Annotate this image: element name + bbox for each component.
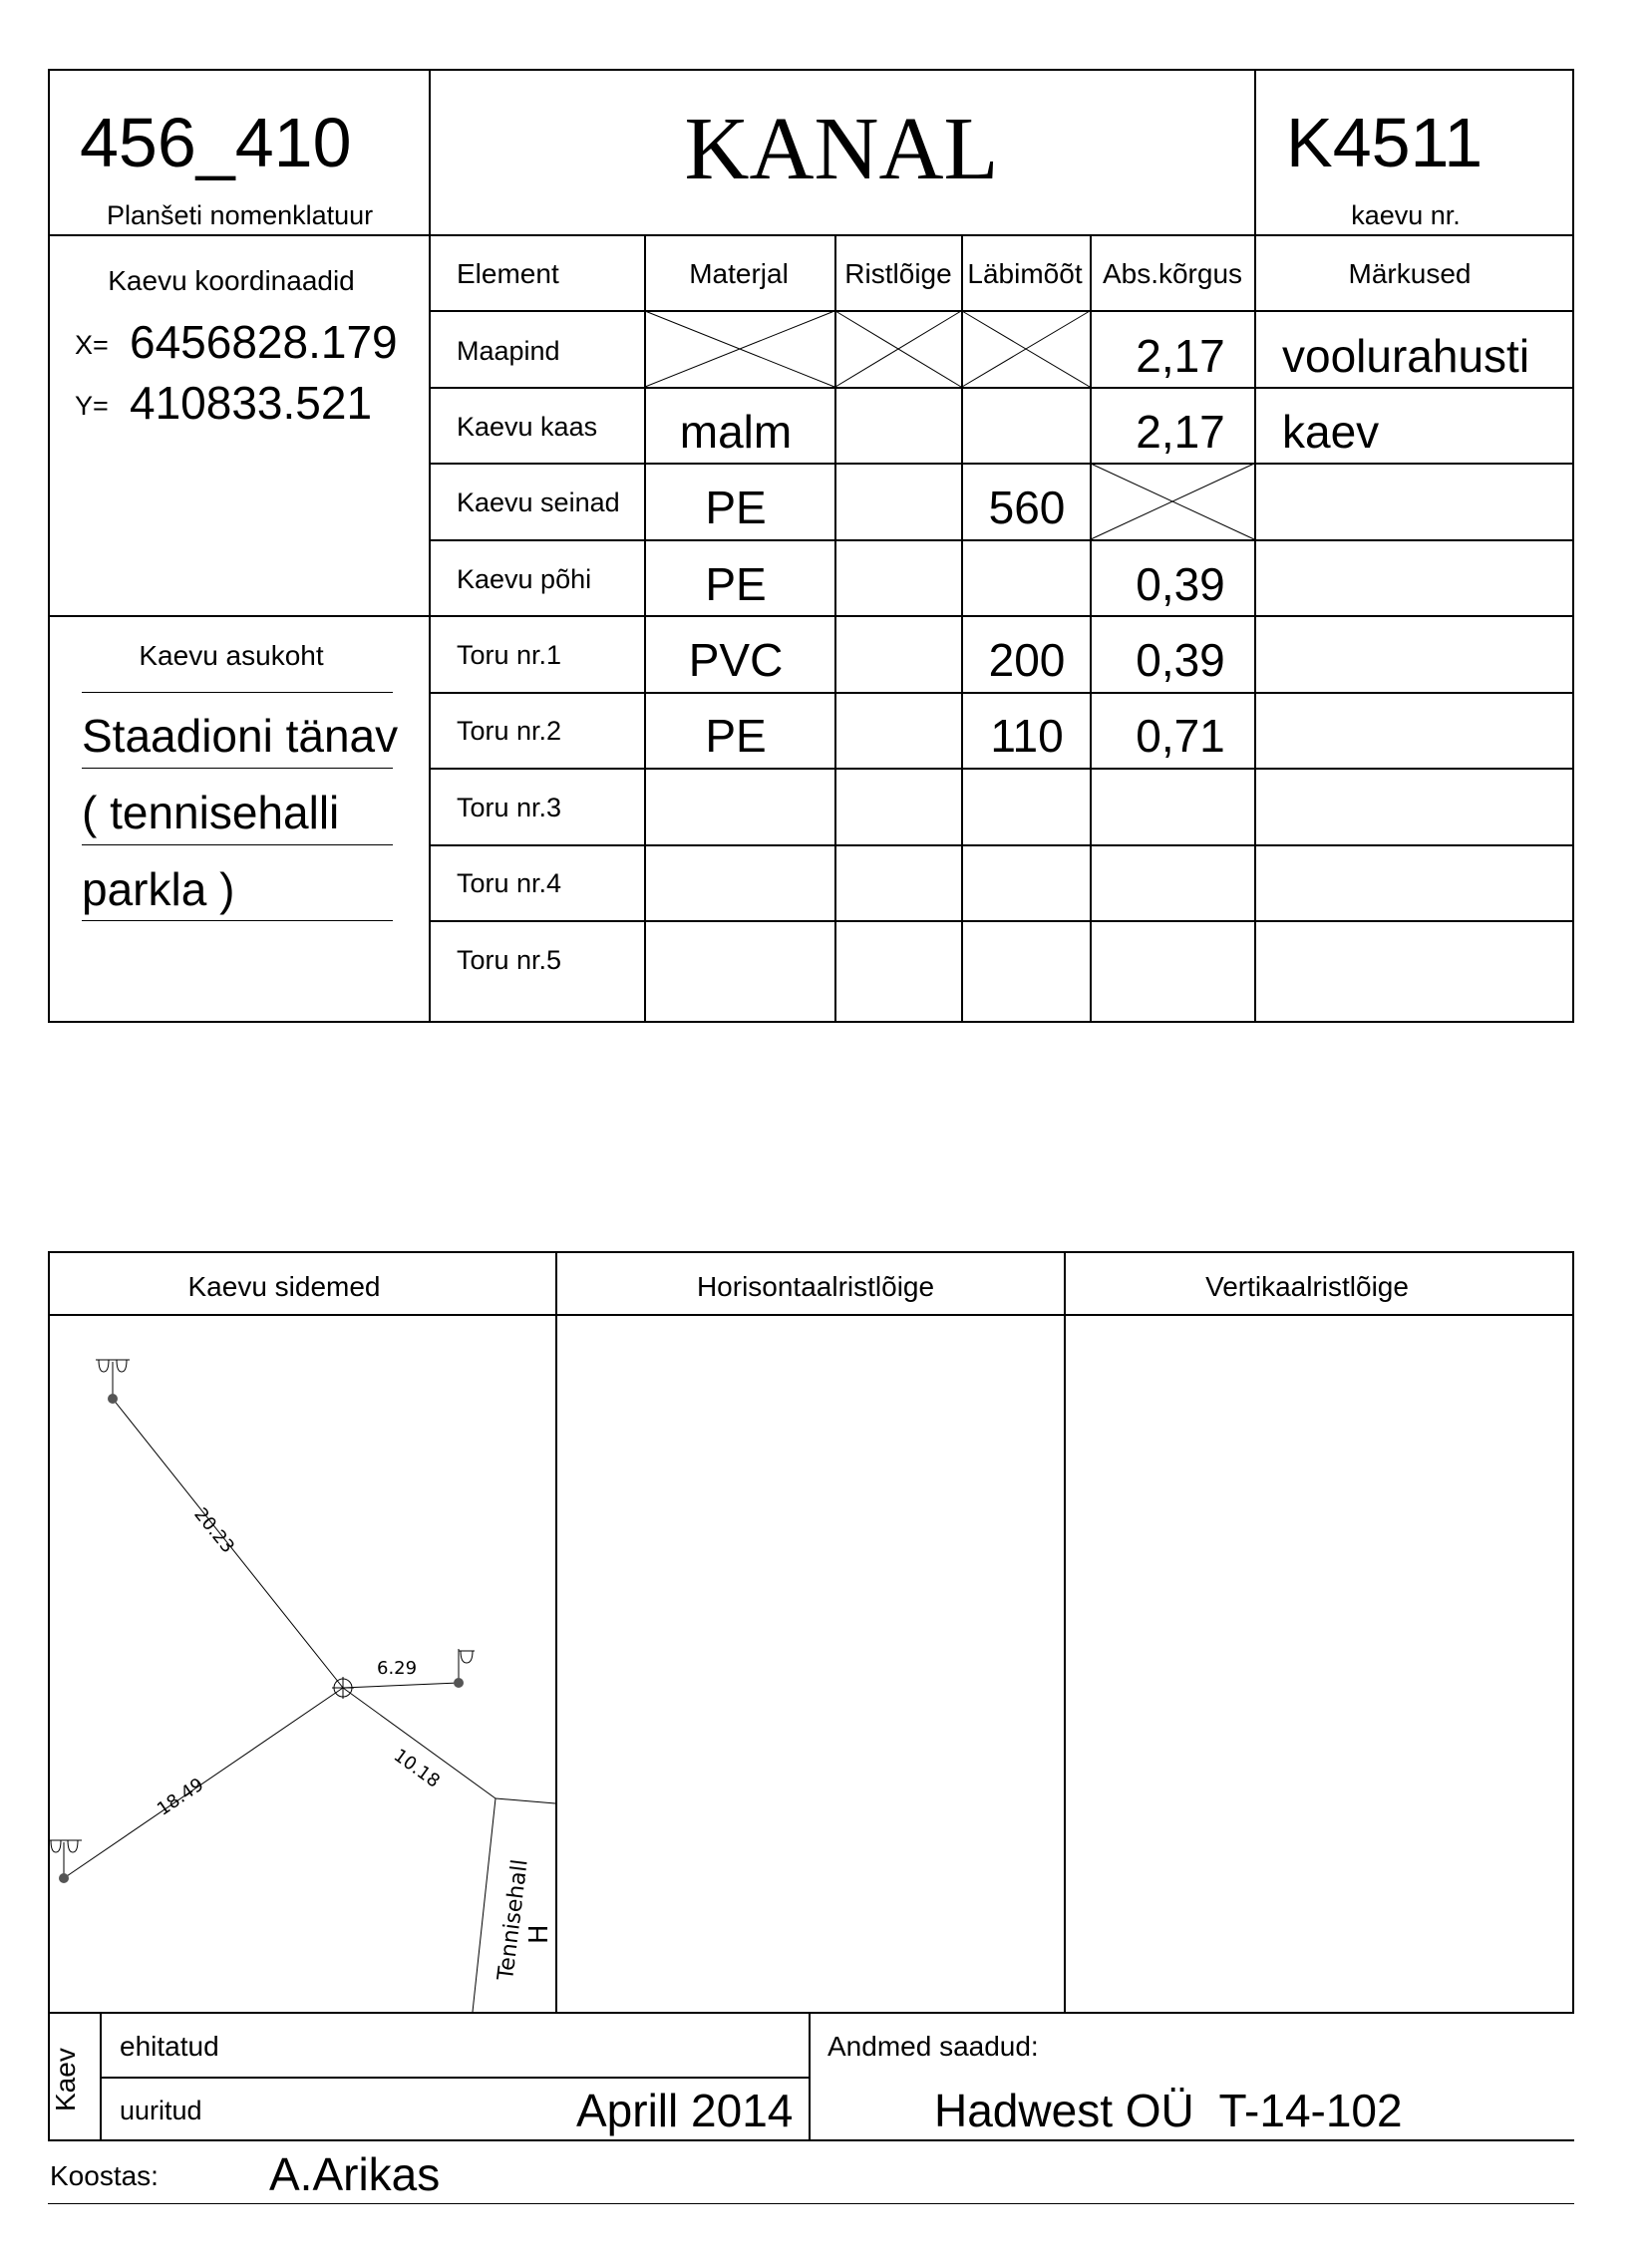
row-notes: kaev	[1282, 406, 1380, 458]
row-elevation: 0,39	[1136, 634, 1225, 686]
row-elevation: 2,17	[1136, 330, 1225, 382]
row-element: Kaevu põhi	[457, 564, 592, 594]
source-value: Hadwest OÜ T-14-102	[934, 2085, 1403, 2136]
sheet-number: 456_410	[80, 104, 352, 181]
header-notes: Märkused	[1348, 258, 1472, 289]
frame-line	[48, 1314, 1574, 1316]
dimension-label-10-18: 10.18	[389, 1745, 444, 1792]
frame-line	[555, 1251, 557, 2014]
frame-line	[429, 539, 1574, 541]
building-name: Tennisehall	[494, 1857, 533, 1982]
frame-line	[644, 234, 646, 1023]
frame-line	[429, 387, 1574, 389]
frame-line	[48, 234, 1574, 236]
frame-line	[1254, 69, 1256, 1023]
row-element: Toru nr.3	[457, 793, 562, 822]
frame-line	[100, 2077, 810, 2079]
frame-line	[429, 463, 1574, 465]
frame-line	[429, 768, 1574, 770]
vertical-section-heading: Vertikaalristlõige	[1205, 1271, 1409, 1302]
location-underline	[82, 920, 393, 921]
location-underline	[82, 844, 393, 845]
frame-line	[48, 1251, 50, 2141]
dimension-label-20-23: 20.23	[189, 1503, 238, 1558]
dimension-label-18-49: 18.49	[153, 1774, 208, 1820]
location-underline	[82, 768, 393, 769]
frame-line	[429, 310, 1574, 312]
row-elevation: 0,71	[1136, 710, 1225, 762]
dimension-label-6-29: 6.29	[377, 1658, 418, 1679]
frame-line	[429, 692, 1574, 694]
row-element: Toru nr.1	[457, 640, 562, 670]
y-label: Y=	[75, 391, 109, 421]
frame-line	[1572, 1251, 1574, 2014]
sidemed-heading: Kaevu sidemed	[187, 1271, 381, 1302]
y-value: 410833.521	[130, 377, 373, 429]
kaev-side-label: Kaev	[50, 2048, 81, 2111]
row-diameter: 560	[988, 482, 1066, 533]
frame-line	[48, 2203, 1574, 2204]
x-label: X=	[75, 330, 109, 360]
frame-line	[429, 920, 1574, 922]
row-elevation: 0,39	[1136, 558, 1225, 610]
frame-line	[48, 1021, 1574, 1023]
row-element: Kaevu seinad	[457, 487, 620, 517]
location-line-1: Staadioni tänav	[82, 710, 399, 762]
row-elevation: 2,17	[1136, 406, 1225, 458]
row-element: Kaevu kaas	[457, 412, 598, 442]
well-number: K4511	[1286, 104, 1484, 181]
surveyed-date: Aprill 2014	[576, 2085, 794, 2136]
location-underline	[82, 692, 393, 693]
row-material: PE	[705, 482, 767, 533]
building-mark: H	[524, 1924, 554, 1944]
surveyed-label: uuritud	[120, 2096, 202, 2125]
row-material: PE	[705, 558, 767, 610]
header-section: Ristlõige	[844, 258, 952, 289]
frame-line	[48, 2012, 1574, 2014]
horizontal-section-heading: Horisontaalristlõige	[696, 1271, 935, 1302]
header-elevation: Abs.kõrgus	[1102, 258, 1243, 289]
frame-line	[834, 234, 836, 1023]
frame-line	[48, 69, 1574, 71]
frame-line	[429, 844, 1574, 846]
location-line-3: parkla )	[82, 863, 235, 915]
page-title: KANAL	[684, 100, 999, 198]
frame-line	[1090, 234, 1092, 1023]
frame-line	[429, 69, 431, 1023]
header-element: Element	[457, 258, 559, 289]
location-line-2: ( tennisehalli	[82, 787, 340, 838]
author-label: Koostas:	[50, 2160, 159, 2191]
author-value: A.Arikas	[269, 2148, 441, 2200]
row-notes: voolurahusti	[1282, 330, 1530, 382]
row-element: Maapind	[457, 336, 560, 366]
sheet-caption: Planšeti nomenklatuur	[107, 200, 374, 230]
row-diameter: 110	[990, 710, 1064, 762]
frame-line	[48, 69, 50, 1023]
x-value: 6456828.179	[130, 316, 398, 368]
location-heading: Kaevu asukoht	[139, 640, 324, 671]
header-diameter: Läbimõõt	[967, 258, 1083, 289]
row-material: PVC	[688, 634, 784, 686]
frame-line	[48, 615, 1574, 617]
frame-line	[1572, 69, 1574, 1023]
built-label: ehitatud	[120, 2031, 219, 2062]
row-element: Toru nr.5	[457, 945, 562, 975]
frame-line	[1064, 1251, 1066, 2014]
frame-line	[48, 2139, 1574, 2141]
row-element: Toru nr.2	[457, 716, 562, 746]
source-label: Andmed saadud:	[827, 2031, 1039, 2062]
frame-line	[961, 234, 963, 1023]
well-caption: kaevu nr.	[1351, 200, 1461, 230]
header-material: Materjal	[689, 258, 789, 289]
row-diameter: 200	[988, 634, 1066, 686]
frame-line	[48, 1251, 1574, 1253]
row-material: PE	[705, 710, 767, 762]
row-element: Toru nr.4	[457, 868, 562, 898]
row-material: malm	[679, 406, 793, 458]
coordinates-heading: Kaevu koordinaadid	[108, 265, 355, 296]
